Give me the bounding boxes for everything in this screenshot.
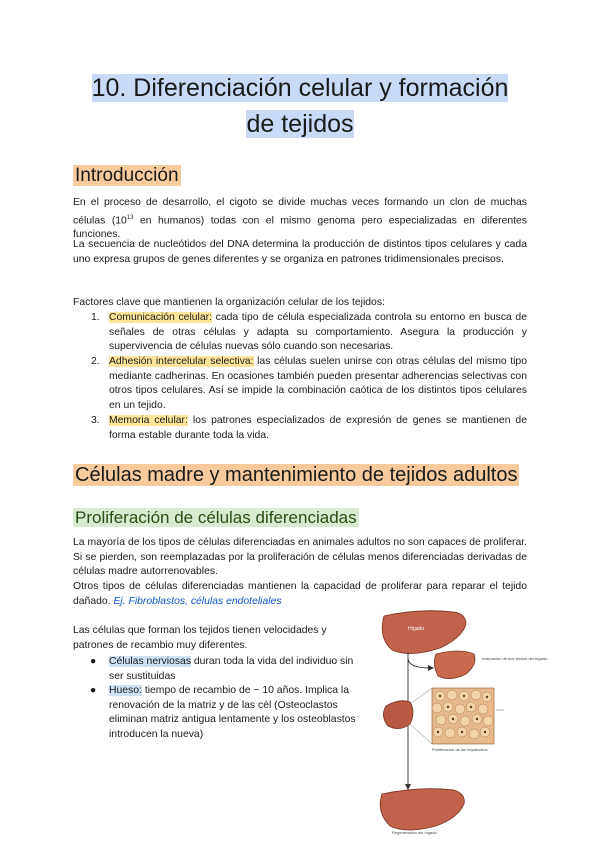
factor-item: Comunicación celular: cada tipo de célula especializada controla su entorno en busca de señales de otras células y adapta su comportamiento. Asegura la producción y supervivencia de células nuevas sólo cuando son necesarias. xyxy=(109,312,527,352)
liver-diagram xyxy=(370,608,548,838)
intro-paragraph-1: En el proceso de desarrollo, el cigoto se divide muchas veces formando un clon de muchas células ($10^{13}$ en humanos) todas con el mismo genoma pero especializadas en diferentes funciones. xyxy=(73,197,527,241)
proliferation-subheading: Proliferación de células diferenciadas xyxy=(75,508,357,527)
liver-regenerated-icon xyxy=(380,789,464,830)
factor-item: Memoria celular: los patrones especializados de expresión de genes se mantienen de forma estable durante toda la vida. xyxy=(109,415,527,441)
liver-label: Hígado xyxy=(408,626,425,632)
factor-number: 1. xyxy=(91,312,100,323)
removed-label: extirpación de dos tercios del hígado xyxy=(482,656,548,661)
liver-regeneration-figure xyxy=(370,608,548,838)
bullet-dot-icon: ● xyxy=(90,685,97,696)
bullet-dot-icon: ● xyxy=(90,656,97,667)
intro-heading: Introducción xyxy=(75,165,179,186)
stem-paragraph-1: La mayoría de los tipos de células diferenciadas en animales adultos no son capaces de proliferar. Si se pierden, son reemplazadas por la proliferación de células menos diferenciadas derivadas de células madre autorrenovables. xyxy=(73,537,527,577)
zoom-line xyxy=(410,724,432,744)
factor-number: 3. xyxy=(91,415,100,426)
stem-paragraph-2: Otros tipos de células diferenciadas mantienen la capacidad de proliferar para reparar el tejido dañado. Ej. Fibroblastos, células endoteliales xyxy=(73,581,527,607)
factor-number: 2. xyxy=(91,356,100,367)
page-title-line1: 10. Diferenciación celular y formación xyxy=(91,74,509,102)
zoom-line xyxy=(410,688,432,704)
page-title xyxy=(0,72,600,104)
proliferation-label: Proliferación de los hepatocitos xyxy=(432,747,488,752)
regenerated-label: Regeneración del hígado xyxy=(392,830,437,835)
bullet-item: Hueso: tiempo de recambio de ~ 10 años. Implica la renovación de la matriz y de las cél (Osteoclastos eliminan matriz antigua lentamente y los osteoblastos introducen la nueva) xyxy=(109,685,356,740)
arrow-head-icon xyxy=(428,665,434,671)
liver-removed-icon xyxy=(434,651,475,679)
intro-paragraph-2: La secuencia de nucleótidos del DNA determina la producción de distintos tipos celulares y cada uno expresa grupos de genes diferentes y se organiza en patrones tridimensionales precisos. xyxy=(73,239,527,265)
liver-whole-icon xyxy=(382,611,466,654)
factor-item: Adhesión intercelular selectiva: las células suelen unirse con otras células del mismo tipo mediante cadherinas. En ocasiones también pueden presentar adherencias selectivas con otros tipos celulares. Así se impide la combinación caótica de los distintos tipos celulares en un tejido. xyxy=(109,356,527,411)
turnover-paragraph: Las células que forman los tejidos tienen velocidades y patrones de recambio muy diferentes. xyxy=(73,625,327,651)
factors-lead: Factores clave que mantienen la organización celular de los tejidos: xyxy=(73,297,385,308)
liver-small-icon xyxy=(383,701,413,729)
page-title-line2: de tejidos xyxy=(246,110,354,138)
page-title-second xyxy=(0,108,600,140)
arrow-head-icon xyxy=(405,784,411,790)
bullet-item: Células nerviosas duran toda la vida del individuo sin ser sustituidas xyxy=(109,656,354,682)
stem-heading: Células madre y mantenimiento de tejidos adultos xyxy=(75,464,518,486)
branch-arrow xyxy=(408,658,430,668)
example-text: Ej. Fibroblastos, células endoteliales xyxy=(113,595,282,607)
